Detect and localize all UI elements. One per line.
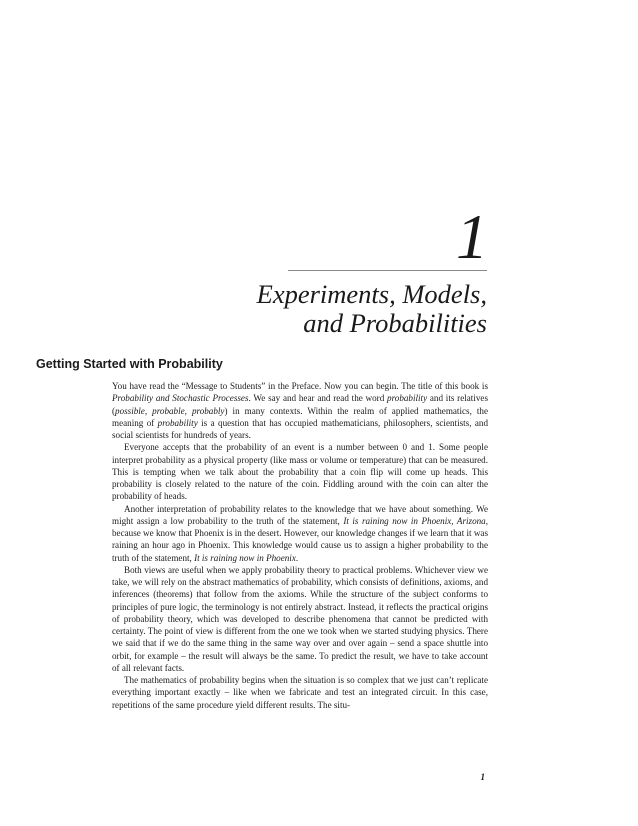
chapter-number: 1 xyxy=(456,201,488,272)
paragraph-3 xyxy=(112,503,488,564)
chapter-title-line-2: and Probabilities xyxy=(303,308,487,338)
statement-emphasis-1: It is raining now in Phoenix, Arizona xyxy=(343,515,486,526)
paragraph-5: The mathematics of probability begins when the situation is so complex that we just can’t replicate everything important exactly – like when we fabricate and test an integrated circuit. In this case, repetitions of the same procedure yield different results. The situ- xyxy=(112,675,488,710)
paragraph-1-text-a: You have read the “Message to Students” in the Preface. Now you can begin. The title of this book is xyxy=(112,381,488,391)
page-number: 1 xyxy=(480,772,485,782)
paragraph-1-text-d: ) in many contexts. Within the realm of applied mathematics, the meaning of xyxy=(112,405,488,428)
statement-emphasis-2: It is raining now in Phoenix xyxy=(194,552,296,563)
probability-emphasis: probability xyxy=(387,393,428,404)
chapter-divider xyxy=(288,270,487,271)
paragraph-1-text-c: and its relatives ( xyxy=(112,393,488,416)
paragraph-1-text-b: . We say and hear and read the word xyxy=(248,393,388,404)
probability-emphasis-2: probability xyxy=(157,417,198,428)
paragraph-1-text-e: is a question that has occupied mathematicians, philosophers, scientists, and social scientists for hundreds of years. xyxy=(112,417,488,440)
paragraph-1 xyxy=(112,380,488,441)
body-text xyxy=(112,380,488,711)
paragraph-3-text-b: , because we know that Phoenix is in the desert. However, our knowledge changes if we learn that it was raining an hour ago in Phoenix. This knowledge would cause us to assign a higher probability to the truth of the statement, xyxy=(112,515,488,563)
section-heading: Getting Started with Probability xyxy=(36,357,223,371)
paragraph-2: Everyone accepts that the probability of an event is a number between 0 and 1. Some people interpret probability as a physical property (like mass or volume or temperature) that can be measured. This is tempting when we talk about the probability that a coin flip will come up heads. This probability is closely related to the nature of the coin. Fiddling around with the coin can alter the probability of heads. xyxy=(112,442,488,502)
paragraph-3-text-c: . xyxy=(295,552,299,563)
paragraph-3-text-a: Another interpretation of probability relates to the knowledge that we have about something. We might assign a low probability to the truth of the statement, xyxy=(112,503,488,526)
book-title-emphasis: Probability and Stochastic Processes xyxy=(112,393,249,404)
paragraph-4: Both views are useful when we apply probability theory to practical problems. Whichever view we take, we will rely on the abstract mathematics of probability, which consists of definitions, axioms, and inferences (theorems) that follow from the axioms. While the structure of the subject conforms to principles of pure logic, the terminology is not entirely abstract. Instead, it reflects the practical origins of probability theory, which was developed to describe phenomena that cannot be predicted with certainty. The point of view is different from the one we took when we started studying physics. There we said that if we do the same thing in the same way over and over again – send a space shuttle into orbit, for example – the result will always be the same. To predict the result, we have to take account of all relevant facts. xyxy=(112,564,488,673)
chapter-title xyxy=(257,280,487,338)
relatives-emphasis: possible, probable, probably xyxy=(115,405,225,416)
chapter-title-line-1: Experiments, Models, xyxy=(256,279,487,309)
